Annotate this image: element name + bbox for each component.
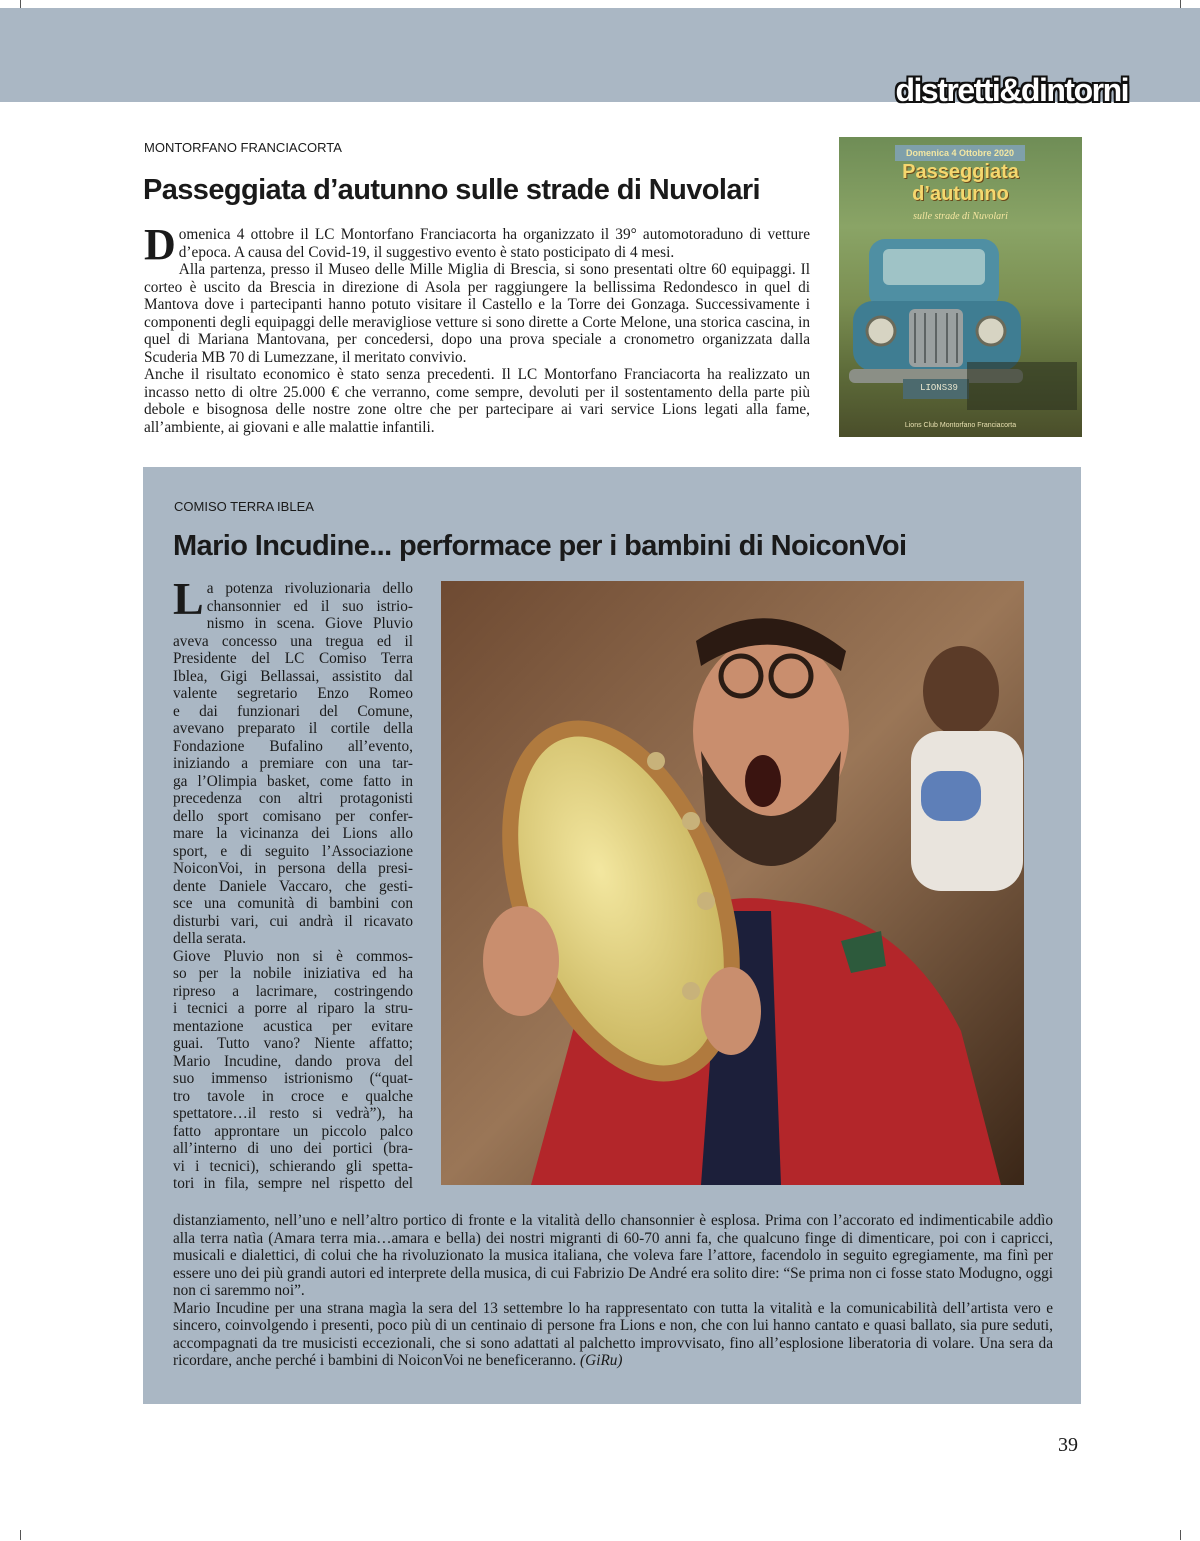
article1-paragraph <box>144 220 810 269</box>
page-number: 39 <box>1058 1434 1078 1456</box>
article2-full-p1: distanziamento, nell’uno e nell’altro portico di fronte e la vitalità dello chansonnier è esplosa. Prima con l’accorato ed indimenticabile addìo alla terra natìa (Amara terra mia…amara e bella) dei nostri migranti di 60-70 anni fa, che qualcuno finge di dimenticare, poi con i capricci, musicali e dialettici, di colui che ha rivoluzionato la musica italiana, che voleva fare l’attore, facendolo in seguito egregiamente, ma finì per essere uno dei più grandi autori ed interprete della musica, di cui Fabrizio De André era solito dire: “Se prima non ci fosse stato Modugno, oggi non ci saremmo noi”. <box>173 1212 1053 1299</box>
event-poster-image <box>839 137 1082 437</box>
performer-photo <box>441 581 1024 1185</box>
article1-p2: Alla partenza, presso il Museo delle Mille Miglia di Brescia, si sono presentati oltre 60 equipaggi. Il corteo è uscito da Brescia in direzione di Asola per raggiungere la bellissima Redondesco in quel di Mantova dove i partecipanti hanno potuto visitare il Castello e la Torre dei Gonzaga. Successivamente i componenti degli equipaggi delle meravigliose vetture si sono dirette a Corte Melone, una storica cascina, in quel di Mariana Mantovana, per concedersi, dopo una prova speciale a cronometro organizzata dalla Scuderia MB 70 di Lumezzane, il meritato convivio. <box>144 261 810 366</box>
column-line: Fondazione Bufalino all’evento, <box>173 737 413 755</box>
poster-date: Domenica 4 Ottobre 2020 <box>895 145 1025 161</box>
article2-full-p2 <box>173 1300 1053 1370</box>
column-line: disturbi vari, cui andrà il ricavato <box>173 912 413 930</box>
column-line: ripreso a lacrimare, costringendo <box>173 982 413 1000</box>
performer-illustration <box>441 581 1024 1185</box>
column-line: sce una comunità di bambini con <box>173 895 413 912</box>
poster-footer: Lions Club Montorfano Franciacorta <box>904 422 1017 429</box>
column-line: vi i tecnici), schierando gli spetta- <box>173 1157 413 1175</box>
article1-p1: omenica 4 ottobre il LC Montorfano Franciacorta ha organizzato il 39° automotoraduno di vetture d’epoca. A causa del Covid-19, il suggestivo evento è stato posticipato di 4 mesi. <box>178 226 810 261</box>
column-line: NoiconVoi, in persona della presi- <box>173 860 413 877</box>
column-line: della serata. <box>173 930 247 947</box>
article2-full-p2-text: Mario Incudine per una strana magìa la sera del 13 settembre lo ha rappresentato con tutta la vitalità e la comunicabilità dell’artista vero e sincero, coinvolgendo i presenti, poco più di un centinaio di persone fra Lions e non, che con lui hanno cantato e quasi ballato, sia pure seduti, accompagnati da tre musicisti eccezionali, che si sono adattati al palchetto improvvisato, fino all’esplosione liberatoria di volare. Una sera da ricordare, anche perché i bambini di NoiconVoi ne beneficeranno. <box>173 1299 1053 1369</box>
column-line: Giove Pluvio non si è commos- <box>173 947 413 965</box>
article2-fullwidth <box>173 1212 1053 1370</box>
column-line: Mario Incudine, dando prova del <box>173 1052 413 1070</box>
column-line: tori in fila, sempre nel rispetto del <box>173 1175 413 1192</box>
column-line: guai. Tutto vano? Niente affatto; <box>173 1035 413 1052</box>
column-line: spettatore…il resto si vedrà”), ha <box>173 1105 413 1122</box>
poster-info-panel <box>967 362 1077 410</box>
column-line: sport, e di seguito l’Associazione <box>173 842 413 860</box>
column-line: Presidente del LC Comiso Terra <box>173 650 413 667</box>
poster-plate: LIONS39 <box>920 383 958 393</box>
column-line: a potenza rivoluzionaria dello <box>206 580 413 597</box>
dropcap: D <box>144 220 176 269</box>
column-line: precedenza con altri protagonisti <box>173 790 413 807</box>
column-line: Iblea, Gigi Bellassai, assistito dal <box>173 667 413 685</box>
poster-title <box>839 161 1082 205</box>
column-line: so per la nobile iniziativa ed ha <box>173 965 413 982</box>
column-line: dente Daniele Vaccaro, che gesti- <box>173 877 413 895</box>
column-line: mentazione acustica per evitare <box>173 1017 413 1035</box>
column-line: avevano preparato il cortile della <box>173 720 413 737</box>
column-line: valente segretario Enzo Romeo <box>173 685 413 702</box>
signature: (GiRu) <box>580 1352 623 1369</box>
column-line: i tecnici a porre al riparo la stru- <box>173 1000 413 1017</box>
poster-title-line1: Passeggiata <box>902 161 1019 183</box>
poster-subtitle: sulle strade di Nuvolari <box>913 211 1008 222</box>
crop-mark <box>20 1530 21 1540</box>
article1-body <box>144 220 810 436</box>
article1-p3: Anche il risultato economico è stato senza precedenti. Il LC Montorfano Franciacorta ha realizzato un incasso netto di oltre 25.000 € che verranno, come sempre, devoluti per il sostentamento della parte più debole e bisognosa delle nostre zone oltre che per partecipare ai vari service Lions legati alla fame, all’ambiente, ai giovani e alle malattie infantili. <box>144 366 810 436</box>
crop-mark <box>1180 1530 1181 1540</box>
column-line: e dai funzionari del Comune, <box>173 702 413 720</box>
article2-headline: Mario Incudine... performace per i bambini di NoiconVoi <box>173 530 907 562</box>
poster-title-line2: d’autunno <box>912 183 1009 205</box>
article2-kicker: COMISO TERRA IBLEA <box>174 499 314 514</box>
column-line: ga l’Olimpia basket, come fatto in <box>173 772 413 790</box>
column-line: aveva concesso una tregua ed il <box>173 632 413 650</box>
column-line: suo immenso istrionismo (“quat- <box>173 1070 413 1087</box>
article2-column <box>173 573 413 1193</box>
column-line: tro tavole in croce e qualche <box>173 1087 413 1105</box>
column-line: dello sport comisano per confer- <box>173 807 413 825</box>
article2-column-lines <box>173 573 413 1193</box>
article1-kicker: MONTORFANO FRANCIACORTA <box>144 140 342 155</box>
column-line: all’interno di uno dei portici (bra- <box>173 1140 413 1157</box>
column-line: nismo in scena. Giove Pluvio <box>206 615 413 632</box>
column-line: chansonnier ed il suo istrio- <box>206 597 413 615</box>
article1-headline: Passeggiata d’autunno sulle strade di Nuvolari <box>143 174 760 206</box>
column-line: fatto approntare un piccolo palco <box>173 1122 413 1140</box>
column-line: iniziando a premiare con una tar- <box>173 755 413 772</box>
column-line: mare la vicinanza dei Lions allo <box>173 825 413 842</box>
section-title: distretti&dintorni <box>895 72 1128 108</box>
dropcap: L <box>173 573 204 624</box>
